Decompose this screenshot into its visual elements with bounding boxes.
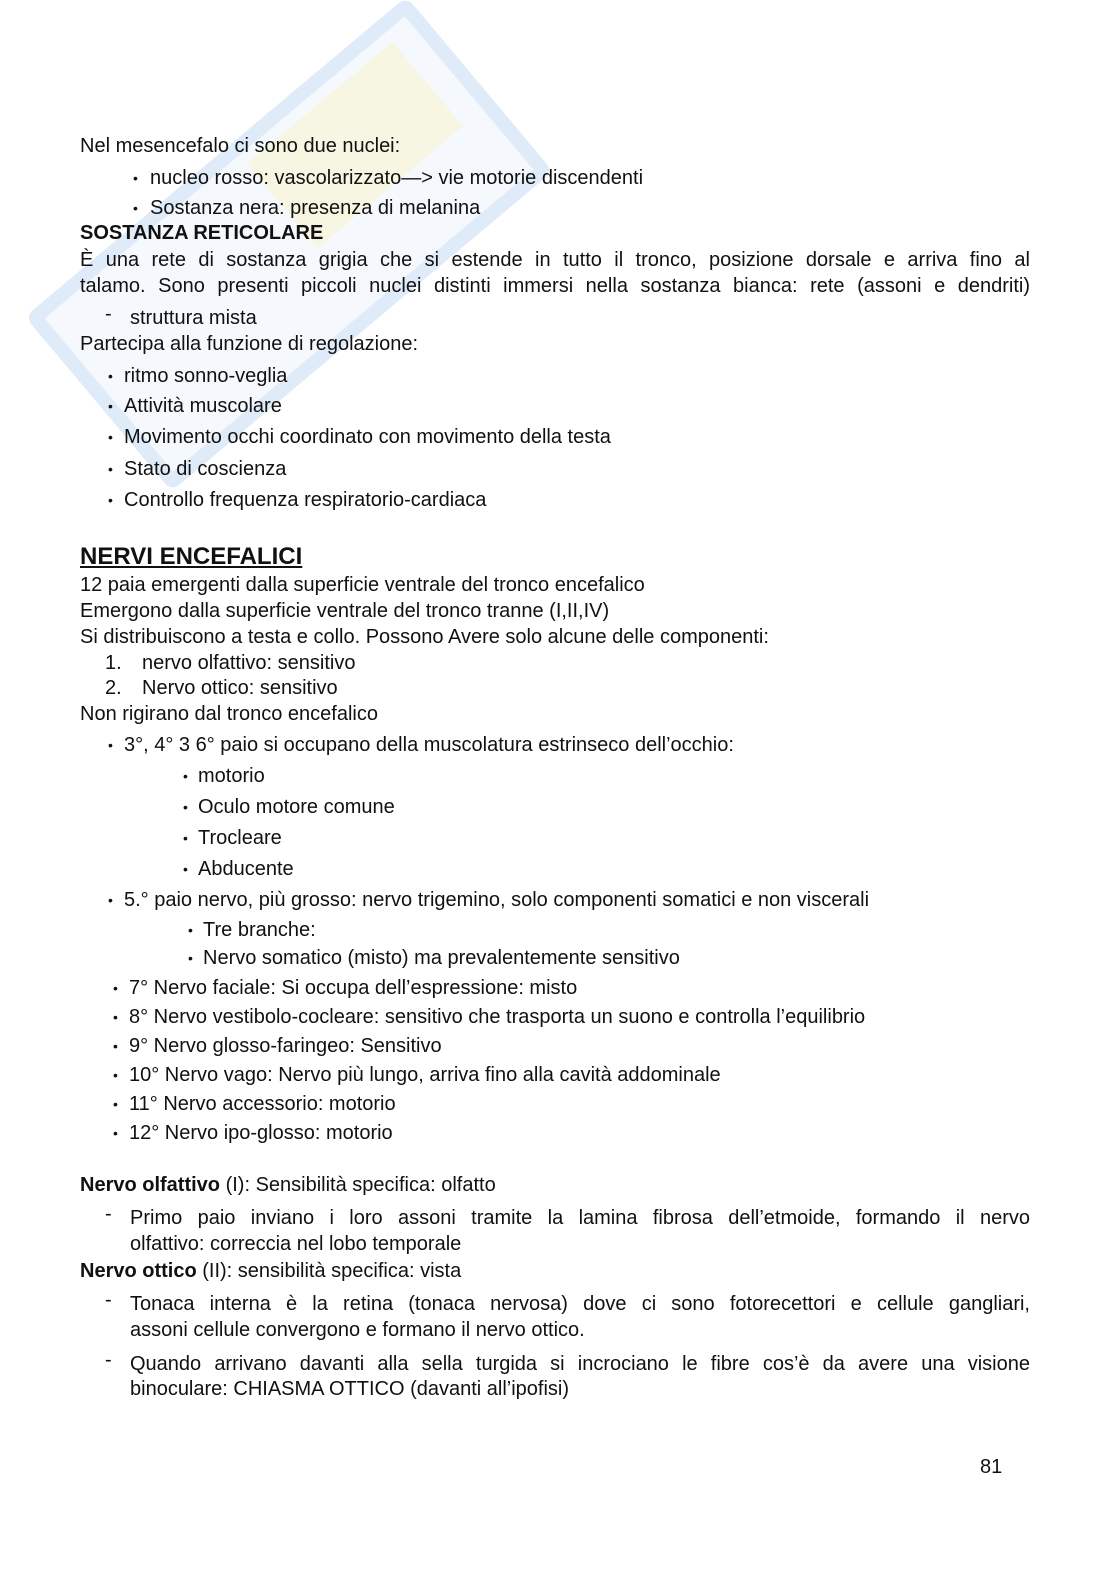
list-item: Sostanza nera: presenza di melanina xyxy=(150,197,481,219)
watermark-stamp xyxy=(25,0,553,491)
list-item: 9° Nervo glosso-faringeo: Sensitivo xyxy=(129,1035,442,1057)
intro-text: Nel mesencefalo ci sono due nuclei: xyxy=(80,135,401,157)
bullet-icon: • xyxy=(133,170,138,186)
paragraph-line: assoni cellule convergono e formano il nervo ottico. xyxy=(130,1319,585,1341)
bullet-icon: • xyxy=(133,200,138,216)
bullet-icon: • xyxy=(113,1038,118,1054)
list-item: motorio xyxy=(198,765,265,787)
bullet-icon: • xyxy=(183,830,188,846)
bullet-icon: • xyxy=(183,861,188,877)
dash-icon: - xyxy=(105,1289,112,1311)
bullet-icon: • xyxy=(113,980,118,996)
bullet-icon: • xyxy=(183,799,188,815)
dash-icon: - xyxy=(105,303,112,325)
list-item: 7° Nervo faciale: Si occupa dell’espressione: misto xyxy=(129,977,578,999)
paragraph-line: binoculare: CHIASMA OTTICO (davanti all’ipofisi) xyxy=(130,1378,570,1400)
list-number: 1. xyxy=(105,652,122,674)
subsection-title: Nervo ottico xyxy=(80,1260,197,1282)
list-item: Controllo frequenza respiratorio-cardiaca xyxy=(124,489,487,511)
bullet-icon: • xyxy=(108,429,113,445)
paragraph-line: Quando arrivano davanti alla sella turgida si incrociano le fibre cos’è da avere una visione xyxy=(130,1353,1030,1375)
bullet-icon: • xyxy=(108,461,113,477)
section-heading: NERVI ENCEFALICI xyxy=(80,543,303,570)
bullet-icon: • xyxy=(113,1096,118,1112)
paragraph-line: 12 paia emergenti dalla superficie ventrale del tronco encefalico xyxy=(80,574,645,596)
dash-icon: - xyxy=(105,1349,112,1371)
paragraph-line: Non rigirano dal tronco encefalico xyxy=(80,703,378,725)
list-item: Nervo ottico: sensitivo xyxy=(142,677,338,699)
list-item: 3°, 4° 3 6° paio si occupano della muscolatura estrinseco dell’occhio: xyxy=(124,734,734,756)
bullet-icon: • xyxy=(188,922,193,938)
subsection-heading xyxy=(80,1173,496,1197)
list-item: 5.° paio nervo, più grosso: nervo trigemino, solo componenti somatici e non viscerali xyxy=(124,889,870,911)
list-item: Abducente xyxy=(198,858,294,880)
dash-icon: - xyxy=(105,1203,112,1225)
paragraph-line: talamo. Sono presenti piccoli nuclei distinti immersi nella sostanza bianca: rete (assoni e dendriti) xyxy=(80,275,1030,297)
paragraph-line: Tonaca interna è la retina (tonaca nervosa) dove ci sono fotorecettori e cellule gangliari, xyxy=(130,1293,1030,1315)
bullet-icon: • xyxy=(183,768,188,784)
list-item: Movimento occhi coordinato con movimento della testa xyxy=(124,426,611,448)
bullet-icon: • xyxy=(108,892,113,908)
subsection-heading xyxy=(80,1259,461,1283)
subsection-subtitle: (I): Sensibilità specifica: olfatto xyxy=(220,1174,496,1196)
bullet-icon: • xyxy=(113,1009,118,1025)
paragraph-line: Partecipa alla funzione di regolazione: xyxy=(80,333,418,355)
list-item: nucleo rosso: vascolarizzato—> vie motorie discendenti xyxy=(150,167,644,189)
bullet-icon: • xyxy=(108,737,113,753)
list-item: 8° Nervo vestibolo-cocleare: sensitivo che trasporta un suono e controlla l’equilibrio xyxy=(129,1006,866,1028)
list-number: 2. xyxy=(105,677,122,699)
list-item: Nervo somatico (misto) ma prevalentemente sensitivo xyxy=(203,947,680,969)
bullet-icon: • xyxy=(188,950,193,966)
bullet-icon: • xyxy=(108,368,113,384)
paragraph-line: Primo paio inviano i loro assoni tramite la lamina fibrosa dell’etmoide, formando il nervo xyxy=(130,1207,1030,1229)
list-item: ritmo sonno-veglia xyxy=(124,365,288,387)
list-item: 10° Nervo vago: Nervo più lungo, arriva fino alla cavità addominale xyxy=(129,1064,721,1086)
paragraph-line: Emergono dalla superficie ventrale del tronco tranne (I,II,IV) xyxy=(80,600,610,622)
list-item: Stato di coscienza xyxy=(124,458,287,480)
list-item: 12° Nervo ipo-glosso: motorio xyxy=(129,1122,393,1144)
subsection-title: Nervo olfattivo xyxy=(80,1174,221,1196)
list-item: 11° Nervo accessorio: motorio xyxy=(129,1093,396,1115)
list-item: struttura mista xyxy=(130,307,257,329)
list-item: Attività muscolare xyxy=(124,395,282,417)
list-item: nervo olfattivo: sensitivo xyxy=(142,652,356,674)
bullet-icon: • xyxy=(113,1125,118,1141)
section-heading: SOSTANZA RETICOLARE xyxy=(80,222,324,244)
paragraph-line: È una rete di sostanza grigia che si estende in tutto il tronco, posizione dorsale e arriva fino al xyxy=(80,249,1030,271)
list-item: Tre branche: xyxy=(203,919,316,941)
list-item: Trocleare xyxy=(198,827,282,849)
page-number: 81 xyxy=(980,1456,1003,1478)
paragraph-line: Si distribuiscono a testa e collo. Possono Avere solo alcune delle componenti: xyxy=(80,626,769,648)
subsection-subtitle: (II): sensibilità specifica: vista xyxy=(196,1260,462,1282)
bullet-icon: • xyxy=(113,1067,118,1083)
list-item: Oculo motore comune xyxy=(198,796,395,818)
bullet-icon: • xyxy=(108,398,113,414)
paragraph-line: olfattivo: correccia nel lobo temporale xyxy=(130,1233,462,1255)
bullet-icon: • xyxy=(108,492,113,508)
